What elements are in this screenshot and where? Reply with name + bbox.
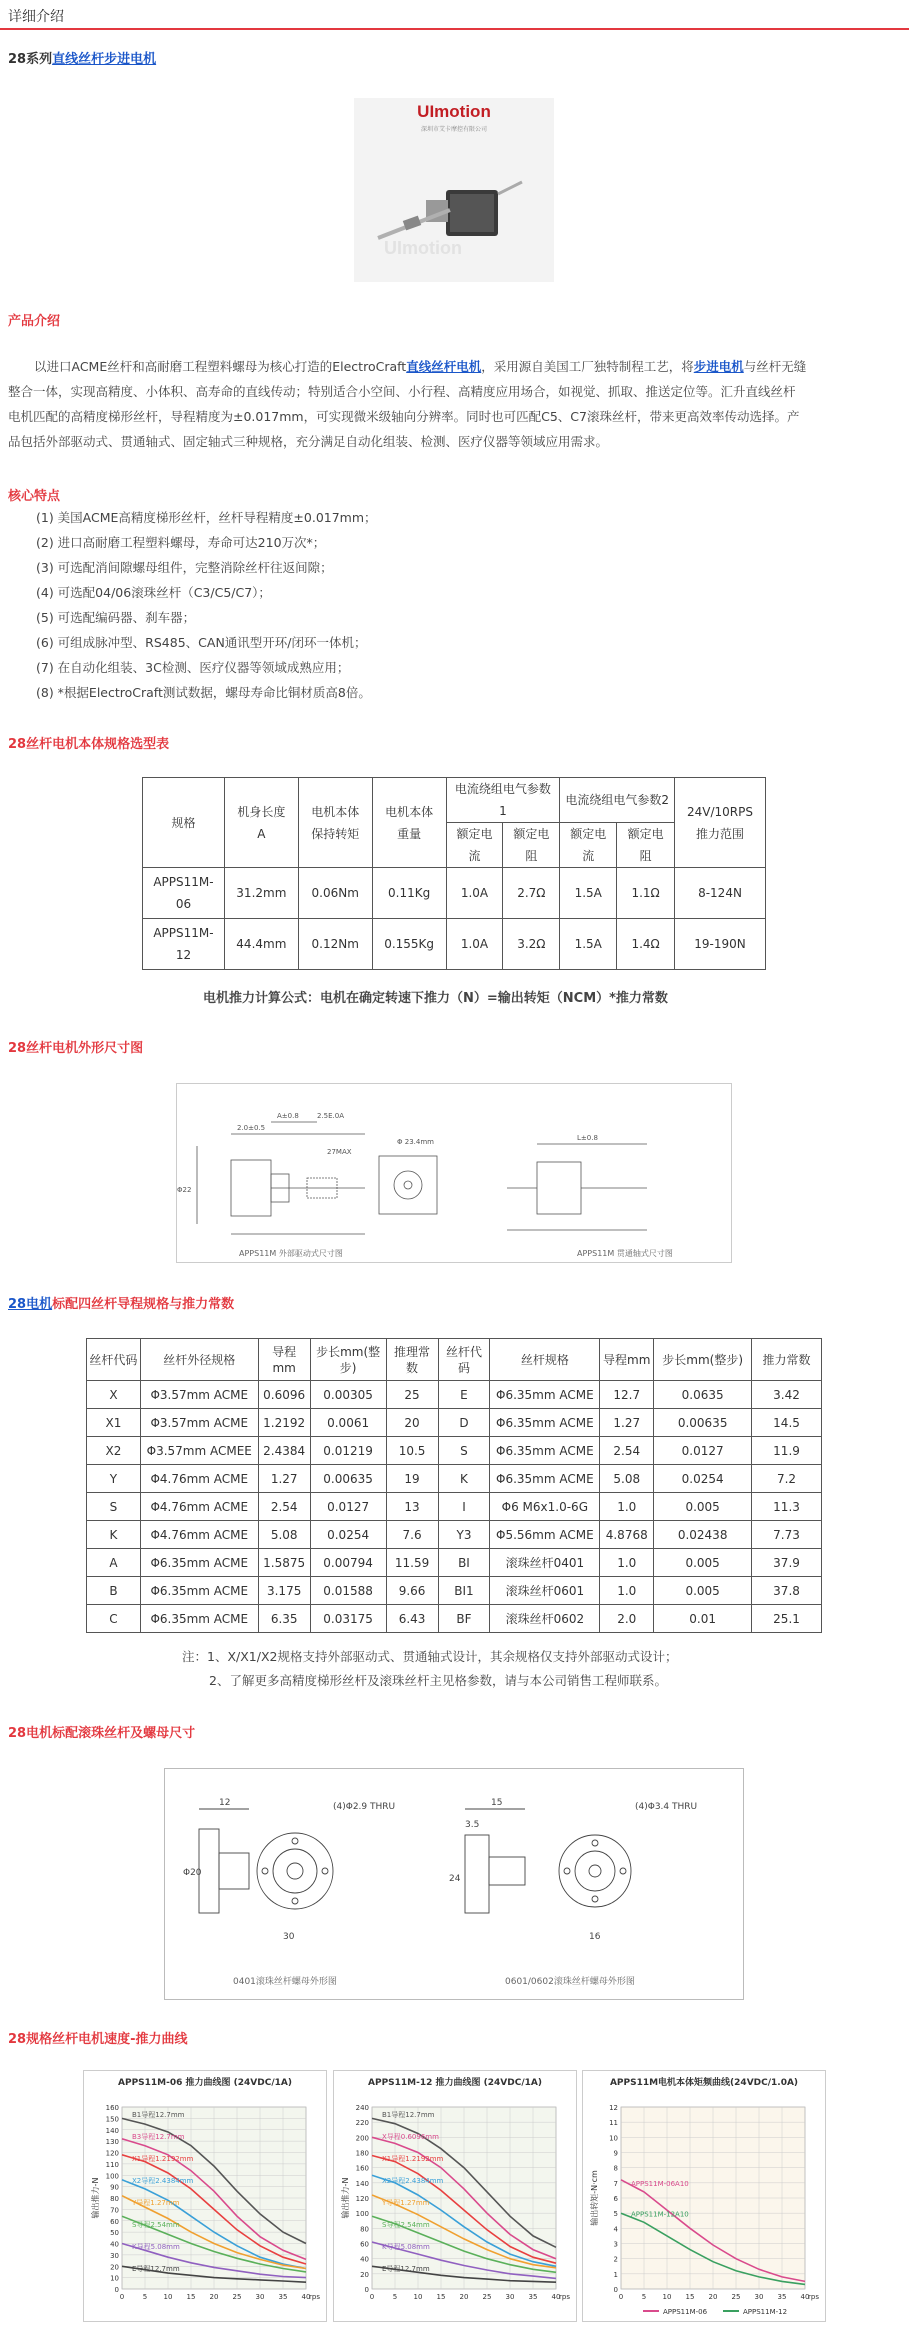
series-label: E导程12.7mm [382,2265,430,2273]
y-tick-label: 10 [110,2274,119,2283]
y-tick-label: 110 [105,2160,119,2169]
x-tick-label: 10 [662,2293,672,2301]
lead-cell: 0.00305 [310,1381,386,1409]
series-label: B3导程12.7mm [132,2133,185,2141]
col-current-1: 额定电 流 [446,823,503,868]
y-tick-label: 10 [609,2134,618,2143]
lead-cell: 6.35 [258,1605,310,1633]
lead-cell: 0.00635 [310,1465,386,1493]
lead-cell: Φ6.35mm ACME [490,1409,600,1437]
lead-row [87,1437,822,1465]
x-tick-label: 5 [641,2293,647,2301]
y-tick-label: 40 [110,2240,119,2249]
x-axis-label: rps [808,2293,819,2301]
y-tick-label: 140 [105,2126,119,2135]
motor-28-link[interactable]: 28电机 [8,1297,53,1312]
lead-cell: S [87,1493,141,1521]
series-title [8,48,156,67]
svg-text:12: 12 [219,1798,231,1808]
feature-item: (7) 在自动化组装、3C检测、医疗仪器等领域成熟应用； [36,660,350,675]
lead-cell: 0.005 [654,1549,752,1577]
lead-cell: 2.4384 [258,1437,310,1465]
curve-chart-2 [333,2070,577,2322]
lead-cell: 0.005 [654,1577,752,1605]
lead-cell: K [438,1465,490,1493]
lead-cell: X2 [87,1437,141,1465]
lead-cell: BF [438,1605,490,1633]
lead-cell: Φ6.35mm ACME [140,1605,258,1633]
y-tick-label: 80 [110,2195,119,2203]
lead-cell: 0.0254 [654,1465,752,1493]
linear-motor-link[interactable]: 直线丝杆步进电机 [52,52,157,67]
curves-heading: 28规格丝杆电机速度-推力曲线 [8,2032,188,2047]
x-tick-label: 15 [685,2293,695,2301]
product-line-1 [8,354,903,379]
product-line-3: 电机匹配的高精度梯形丝杆，导程精度为±0.017mm，可实现微米级轴向分辨率。同时也可匹配C5、C7滚珠丝杆，带来更高效率传动选择。产 [8,409,800,424]
curve-chart-2-svg [334,2071,576,2321]
legend-label: APPS11M-06 [663,2308,708,2316]
lead-cell: 3.175 [258,1577,310,1605]
lead-header-cell: 步长mm(整步) [654,1339,752,1381]
svg-text:Φ20: Φ20 [183,1868,202,1878]
col-current-2: 额定电 流 [560,823,617,868]
x-tick-label: 5 [392,2293,398,2301]
brand-logo: UImotion [417,102,491,121]
y-tick-label: 180 [355,2149,369,2158]
x-tick-label: 35 [777,2293,787,2301]
y-tick-label: 20 [360,2270,369,2279]
series-label: B1导程12.7mm [382,2111,435,2119]
x-tick-label: 30 [255,2293,265,2301]
thru-label-1: (4)Φ2.9 THRU [333,1802,396,1812]
lead-cell: 滚珠丝杆0601 [490,1577,600,1605]
lead-cell: 0.03175 [310,1605,386,1633]
lead-header-cell: 推力常数 [752,1339,822,1381]
lead-cell: Φ4.76mm ACME [140,1465,258,1493]
svg-text:2.5E.0A: 2.5E.0A [317,1112,345,1120]
lead-cell: Φ6.35mm ACME [490,1437,600,1465]
lead-cell: 7.6 [386,1521,438,1549]
y-tick-label: 7 [613,2179,618,2188]
feature-item: (6) 可组成脉冲型、RS485、CAN通讯型开环/闭环一体机； [36,635,367,650]
col-group-1: 电流绕组电气参数 1 [446,778,560,823]
lead-cell: 5.08 [258,1521,310,1549]
lead-cell: 37.9 [752,1549,822,1577]
lead-row [87,1381,822,1409]
lead-cell: 0.02438 [654,1521,752,1549]
lead-cell: 0.6096 [258,1381,310,1409]
dim-caption-1: APPS11M 外部驱动式尺寸图 [239,1249,343,1258]
lead-cell: K [87,1521,141,1549]
lead-row [87,1521,822,1549]
y-tick-label: 0 [364,2286,369,2294]
series-label: APPS11M-12A10 [631,2210,689,2219]
y-tick-label: 40 [360,2255,369,2264]
lead-cell: A [87,1549,141,1577]
lead-cell: 7.2 [752,1465,822,1493]
lead-row [87,1465,822,1493]
y-tick-label: 100 [105,2172,119,2181]
svg-text:15: 15 [491,1798,503,1808]
lead-cell: 0.01588 [310,1577,386,1605]
thrust-formula: 电机推力计算公式：电机在确定转速下推力（N）=输出转矩（NCM）*推力常数 [203,991,668,1006]
lead-header-cell: 推理常数 [386,1339,438,1381]
lead-cell: Φ6.35mm ACME [140,1549,258,1577]
lead-cell: 0.0127 [654,1437,752,1465]
lead-header-cell: 丝杆代码 [87,1339,141,1381]
lead-header-cell: 丝杆外径规格 [140,1339,258,1381]
lead-cell: 0.01219 [310,1437,386,1465]
motor-illustration [354,134,554,282]
lead-cell: Φ3.57mm ACMEE [140,1437,258,1465]
lead-cell: 9.66 [386,1577,438,1605]
lead-cell: 37.8 [752,1577,822,1605]
feature-item: (8) *根据ElectroCraft测试数据，螺母寿命比铜材质高8倍。 [36,685,371,700]
lead-cell: 19 [386,1465,438,1493]
x-tick-label: 40 [551,2293,561,2301]
x-tick-label: 20 [459,2293,469,2301]
y-tick-label: 120 [105,2149,119,2158]
dim-caption-2: APPS11M 贯通轴式尺寸图 [577,1249,673,1258]
y-tick-label: 240 [355,2104,369,2112]
ball-screw-lines [165,1769,745,2001]
lead-cell: Y [87,1465,141,1493]
lead-cell: Φ6.35mm ACME [490,1465,600,1493]
ball-heading: 28电机标配滚珠丝杆及螺母尺寸 [8,1726,196,1741]
product-text-3: 与丝杆无缝 [743,359,807,374]
series-label: X2导程2.4384mm [132,2177,194,2185]
lead-cell: 11.59 [386,1549,438,1577]
lead-cell: Φ6 M6x1.0-6G [490,1493,600,1521]
y-tick-label: 3 [613,2240,618,2249]
lead-cell: Φ3.57mm ACME [140,1409,258,1437]
lead-cell: BI1 [438,1577,490,1605]
svg-text:27MAX: 27MAX [327,1148,352,1156]
lead-cell: 2.54 [600,1437,654,1465]
brand-sub: 深圳市艾卡摩控有限公司 [420,126,487,133]
x-tick-label: 25 [482,2293,492,2301]
x-tick-label: 35 [528,2293,538,2301]
lead-header-cell: 导程mm [258,1339,310,1381]
lead-cell: 0.0635 [654,1381,752,1409]
dimension-lines [177,1084,733,1264]
y-tick-label: 9 [613,2149,618,2158]
lead-row [87,1605,822,1633]
lead-note-2: 2、了解更多高精度梯形丝杆及滚珠丝杆主见格参数，请与本公司销售工程师联系。 [209,1673,667,1688]
series-label: APPS11M-06A10 [631,2179,689,2188]
x-tick-label: 20 [209,2293,219,2301]
series-label: E导程12.7mm [132,2265,180,2273]
y-tick-label: 5 [613,2210,618,2219]
svg-text:30: 30 [283,1932,295,1942]
lead-cell: 10.5 [386,1437,438,1465]
lead-cell: 25.1 [752,1605,822,1633]
lead-cell: BI [438,1549,490,1577]
lead-row [87,1549,822,1577]
legend-label: APPS11M-12 [743,2308,788,2316]
lead-cell: Y3 [438,1521,490,1549]
lead-cell: 13 [386,1493,438,1521]
product-line-2: 整合一体，实现高精度、小体积、高寿命的直线传动；特别适合小空间、小行程、高精度应用场合，如视觉、抓取、推送定位等。汇升直线丝杆 [8,384,796,399]
col-torque: 电机本体 保持转矩 [298,778,372,868]
col-model: 规格 [143,778,225,868]
x-axis-label: rps [309,2293,320,2301]
svg-text:UImotion: UImotion [384,238,462,258]
lead-cell: 25 [386,1381,438,1409]
lead-cell: S [438,1437,490,1465]
detail-tab-title[interactable]: 详细介绍 [8,9,64,25]
lead-header-cell: 丝杆规格 [490,1339,600,1381]
lead-cell: 6.43 [386,1605,438,1633]
lead-cell: 滚珠丝杆0401 [490,1549,600,1577]
lead-header-row [87,1339,822,1381]
series-prefix: 28系列 [8,52,53,67]
feature-item: (5) 可选配编码器、刹车器； [36,610,196,625]
y-tick-label: 140 [355,2179,369,2188]
lead-cell: 1.0 [600,1493,654,1521]
y-tick-label: 150 [105,2115,119,2124]
curve-chart-3 [582,2070,826,2322]
lead-cell: 7.73 [752,1521,822,1549]
spec-table-heading: 28丝杆电机本体规格选型表 [8,737,170,752]
y-tick-label: 60 [360,2240,369,2249]
x-tick-label: 10 [413,2293,423,2301]
lead-cell: 1.0 [600,1549,654,1577]
lead-cell: B [87,1577,141,1605]
y-tick-label: 90 [110,2183,119,2192]
svg-text:3.5: 3.5 [465,1820,480,1830]
y-tick-label: 100 [355,2210,369,2219]
lead-cell: 0.00635 [654,1409,752,1437]
col-length: 机身长度 A [224,778,298,868]
dimension-drawing [176,1083,732,1263]
y-tick-label: 20 [110,2263,119,2272]
curve-chart-3-svg [583,2071,825,2321]
y-tick-label: 0 [613,2286,618,2294]
svg-text:Φ 23.4mm: Φ 23.4mm [397,1138,434,1146]
x-tick-label: 40 [301,2293,311,2301]
y-tick-label: 0 [114,2286,119,2294]
col-thrust: 24V/10RPS 推力范围 [675,778,766,868]
lead-cell: 0.0127 [310,1493,386,1521]
lead-heading [8,1293,234,1312]
lead-cell: Φ3.57mm ACME [140,1381,258,1409]
lead-cell: 0.005 [654,1493,752,1521]
lead-header-cell: 步长mm(整步) [310,1339,386,1381]
lead-cell: 0.00794 [310,1549,386,1577]
product-text-2: ，采用源自美国工厂独特制程工艺，将 [481,359,694,374]
col-resistance-2: 额定电 阻 [617,823,675,868]
chart-title: APPS11M电机本体矩频曲线(24VDC/1.0A) [609,2078,799,2088]
col-group-2: 电流绕组电气参数2 [560,778,675,823]
y-tick-label: 130 [105,2138,119,2147]
series-label: B1导程12.7mm [132,2111,185,2119]
lead-cell: D [438,1409,490,1437]
x-tick-label: 0 [618,2293,624,2301]
lead-row [87,1493,822,1521]
lead-cell: 12.7 [600,1381,654,1409]
lead-cell: 11.9 [752,1437,822,1465]
svg-text:2.0±0.5: 2.0±0.5 [237,1124,266,1132]
y-tick-label: 8 [613,2164,618,2173]
lead-cell: E [438,1381,490,1409]
chart-title: APPS11M-12 推力曲线图 (24VDC/1A) [368,2078,542,2088]
lead-note-1: 注：1、X/X1/X2规格支持外部驱动式、贯通轴式设计，其余规格仅支持外部驱动式设计； [182,1649,678,1664]
series-label: K导程5.08mm [132,2243,180,2251]
lead-cell: 0.01 [654,1605,752,1633]
spec-row: APPS11M- 06 31.2mm 0.06Nm 0.11Kg 1.0A 2.7Ω 1.5A 1.1Ω 8-124N [143,868,766,919]
series-label: S导程2.54mm [382,2221,430,2229]
lead-cell: 2.54 [258,1493,310,1521]
lead-cell: 5.08 [600,1465,654,1493]
product-line-4: 品包括外部驱动式、贯通轴式、固定轴式三种规格，充分满足自动化组装、检测、医疗仪器等领域应用需求。 [8,434,609,449]
lead-cell: Φ6.35mm ACME [490,1381,600,1409]
y-tick-label: 200 [355,2134,369,2143]
x-tick-label: 0 [369,2293,375,2301]
y-tick-label: 70 [110,2206,119,2215]
lead-cell: 滚珠丝杆0602 [490,1605,600,1633]
y-axis-label: 输出推力-N [341,2177,350,2219]
x-tick-label: 10 [163,2293,173,2301]
y-tick-label: 50 [110,2229,119,2238]
feature-item: (3) 可选配消间隙螺母组件，完整消除丝杆往返间隙； [36,560,333,575]
svg-text:16: 16 [589,1932,601,1942]
x-tick-label: 25 [731,2293,741,2301]
thru-label-2: (4)Φ3.4 THRU [635,1802,698,1812]
product-heading: 产品介绍 [8,314,61,329]
spec-row: APPS11M- 12 44.4mm 0.12Nm 0.155Kg 1.0A 3.2Ω 1.5A 1.4Ω 19-190N [143,919,766,970]
product-text-1: 以进口ACME丝杆和高耐磨工程塑料螺母为核心打造的ElectroCraft [34,359,407,374]
features-list [36,505,896,705]
x-tick-label: 15 [186,2293,196,2301]
series-label: X2导程2.4384mm [382,2177,444,2185]
y-tick-label: 6 [613,2195,618,2203]
lead-cell: 11.3 [752,1493,822,1521]
x-tick-label: 30 [754,2293,764,2301]
lead-cell: 0.0254 [310,1521,386,1549]
ball-caption-1: 0401滚珠丝杆螺母外形图 [233,1977,337,1987]
lead-cell: 3.42 [752,1381,822,1409]
lead-cell: 1.5875 [258,1549,310,1577]
lead-row [87,1577,822,1605]
chart-title: APPS11M-06 推力曲线图 (24VDC/1A) [118,2078,292,2088]
ball-caption-2: 0601/0602滚珠丝杆螺母外形图 [505,1977,635,1987]
x-tick-label: 35 [278,2293,288,2301]
y-tick-label: 2 [613,2255,618,2264]
detail-tab-bar [0,0,909,30]
y-tick-label: 160 [105,2104,119,2112]
lead-cell: X1 [87,1409,141,1437]
col-weight: 电机本体 重量 [372,778,446,868]
svg-text:A±0.8: A±0.8 [277,1112,299,1120]
lead-cell: 1.0 [600,1577,654,1605]
lead-table [86,1338,822,1633]
x-tick-label: 5 [142,2293,148,2301]
lead-header-cell: 导程mm [600,1339,654,1381]
series-label: X导程0.6096mm [382,2133,439,2141]
series-label: Y导程1.27mm [132,2199,180,2207]
lead-cell: 1.2192 [258,1409,310,1437]
svg-text:Φ22: Φ22 [177,1186,192,1194]
lead-cell: Φ6.35mm ACME [140,1577,258,1605]
features-heading: 核心特点 [8,489,61,504]
y-tick-label: 220 [355,2119,369,2128]
product-description [8,354,903,454]
x-tick-label: 40 [800,2293,810,2301]
x-axis-label: rps [559,2293,570,2301]
dims-heading: 28丝杆电机外形尺寸图 [8,1041,144,1056]
curve-chart-1-svg [84,2071,326,2321]
y-tick-label: 80 [360,2225,369,2234]
lead-cell: X [87,1381,141,1409]
svg-text:L±0.8: L±0.8 [577,1134,598,1142]
product-link-stepper[interactable]: 步进电机 [693,359,744,374]
series-label: S导程2.54mm [132,2221,180,2229]
y-tick-label: 12 [609,2104,618,2112]
curve-chart-1 [83,2070,327,2322]
lead-header-cell: 丝杆代码 [438,1339,490,1381]
y-axis-label: 输出转矩-N·cm [590,2170,599,2226]
y-tick-label: 120 [355,2195,369,2203]
y-tick-label: 160 [355,2164,369,2173]
y-tick-label: 4 [613,2225,618,2234]
lead-cell: 4.8768 [600,1521,654,1549]
y-tick-label: 1 [613,2270,618,2279]
feature-item: (1) 美国ACME高精度梯形丝杆，丝杆导程精度±0.017mm； [36,510,377,525]
lead-cell: C [87,1605,141,1633]
x-tick-label: 20 [708,2293,718,2301]
x-tick-label: 30 [505,2293,515,2301]
feature-item: (2) 进口高耐磨工程塑料螺母，寿命可达210万次*； [36,535,326,550]
lead-cell: 14.5 [752,1409,822,1437]
series-label: Y导程1.27mm [382,2199,430,2207]
product-link-linear[interactable]: 直线丝杆电机 [406,359,482,374]
lead-cell: Φ4.76mm ACME [140,1521,258,1549]
lead-cell: Φ4.76mm ACME [140,1493,258,1521]
product-image [354,98,554,282]
feature-item: (4) 可选配04/06滚珠丝杆（C3/C5/C7）； [36,585,271,600]
svg-text:24: 24 [449,1874,461,1884]
series-label: K导程5.08mm [382,2243,430,2251]
lead-cell: I [438,1493,490,1521]
y-tick-label: 60 [110,2217,119,2226]
x-tick-label: 15 [436,2293,446,2301]
lead-heading-rest: 标配四丝杆导程规格与推力常数 [52,1297,235,1312]
lead-row [87,1409,822,1437]
ball-screw-drawing [164,1768,744,2000]
lead-cell: 0.0061 [310,1409,386,1437]
series-label: X1导程1.2192mm [132,2155,194,2163]
y-tick-label: 30 [110,2251,119,2260]
lead-cell: Φ5.56mm ACME [490,1521,600,1549]
lead-cell: 1.27 [258,1465,310,1493]
spec-table [142,777,766,970]
y-axis-label: 输出推力-N [91,2177,100,2219]
x-tick-label: 25 [232,2293,242,2301]
y-tick-label: 11 [609,2119,618,2128]
lead-cell: 2.0 [600,1605,654,1633]
lead-cell: 1.27 [600,1409,654,1437]
series-label: X1导程1.2192mm [382,2155,444,2163]
x-tick-label: 0 [119,2293,125,2301]
lead-cell: 20 [386,1409,438,1437]
col-resistance-1: 额定电 阻 [503,823,560,868]
